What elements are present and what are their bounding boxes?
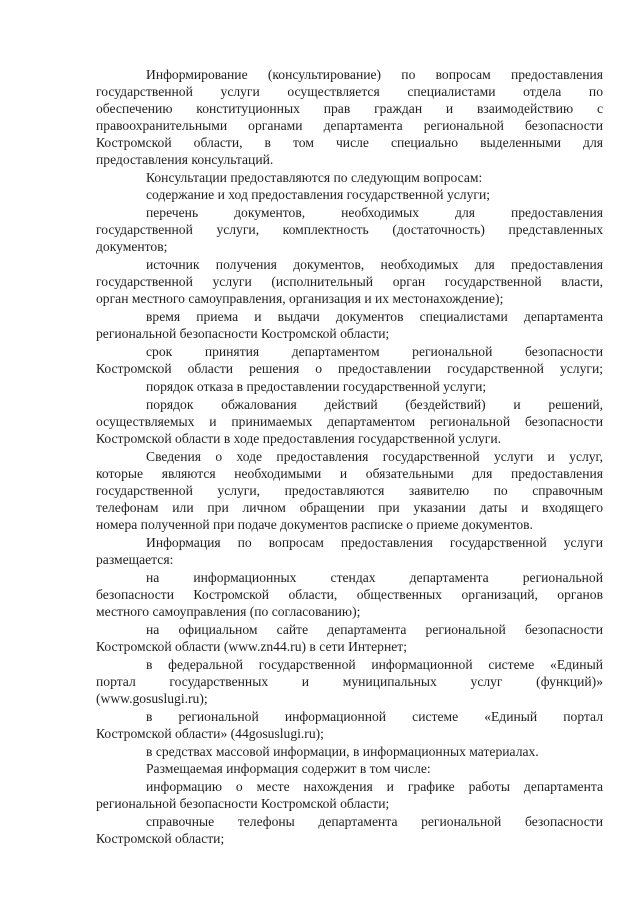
text-line: обеспечению конституционных прав граждан и взаимодействию с	[96, 101, 603, 116]
text-line: номера полученной при подаче документов расписке о приеме документов.	[96, 517, 533, 532]
text-line: Костромской области решения о предоставлении государственной услуги;	[96, 361, 603, 376]
text-line: справочные телефоны департамента региональной безопасности	[146, 814, 603, 829]
text-line: Костромской области» (44gosuslugi.ru);	[96, 726, 324, 741]
text-line: местного самоуправления (по согласованию);	[96, 604, 361, 619]
text-line: Информация по вопросам предоставления государственной услуги	[146, 535, 603, 550]
text-line: осуществляемых и принимаемых департаментом региональной безопасности	[96, 414, 603, 429]
text-line: правоохранительными органами департамента региональной безопасности	[96, 118, 603, 133]
text-line: телефонам или при личном обращении при указании даты и входящего	[96, 500, 603, 515]
text-line: документов;	[96, 239, 168, 254]
text-line: информацию о месте нахождения и графике работы департамента	[146, 779, 603, 794]
text-line: государственной услуги, предоставляются заявителю по справочным	[96, 483, 603, 498]
text-line: государственной услуги (исполнительный орган государственной власти,	[96, 274, 603, 289]
text-line: размещается:	[96, 552, 174, 567]
text-line: в средствах массовой информации, в информационных материалах.	[146, 744, 539, 759]
text-line: содержание и ход предоставления государственной услуги;	[146, 187, 490, 202]
text-line: которые являются необходимыми и обязательными для предоставления	[96, 466, 603, 481]
text-line: на информационных стендах департамента региональной	[146, 570, 603, 585]
text-line: в региональной информационной системе «Единый портал	[146, 709, 603, 724]
text-line: Костромской области, в том числе специально выделенными для	[96, 135, 603, 150]
text-line: предоставления консультаций.	[96, 152, 274, 167]
text-line: перечень документов, необходимых для предоставления	[146, 205, 603, 220]
text-line: Размещаемая информация содержит в том числе:	[146, 761, 431, 776]
text-line: источник получения документов, необходимых для предоставления	[146, 257, 603, 272]
text-line: государственной услуги осуществляется специалистами отдела по	[96, 84, 603, 99]
text-line: орган местного самоуправления, организация и их местонахождение);	[96, 291, 504, 306]
text-line: региональной безопасности Костромской области;	[96, 796, 390, 811]
text-line: Костромской области;	[96, 831, 225, 846]
text-line: портал государственных и муниципальных услуг (функций)»	[96, 674, 603, 689]
text-line: Сведения о ходе предоставления государственной услуги и услуг,	[146, 449, 603, 464]
text-line: Информирование (консультирование) по вопросам предоставления	[146, 67, 603, 82]
text-line: Костромской области в ходе предоставления государственной услуги.	[96, 431, 502, 446]
text-line: государственной услуги, комплектность (достаточность) представленных	[96, 222, 603, 237]
text-line: безопасности Костромской области, общественных организаций, органов	[96, 587, 603, 602]
text-line: региональной безопасности Костромской области;	[96, 326, 390, 341]
text-line: Костромской области (www.zn44.ru) в сети Интернет;	[96, 639, 407, 654]
text-line: (www.gosuslugi.ru);	[96, 691, 208, 706]
text-line: срок принятия департаментом региональной безопасности	[146, 344, 603, 359]
text-line: Консультации предоставляются по следующим вопросам:	[146, 170, 483, 185]
text-line: порядок отказа в предоставлении государственной услуги;	[146, 379, 487, 394]
text-line: на официальном сайте департамента региональной безопасности	[146, 622, 603, 637]
text-line: порядок обжалования действий (бездействий) и решений,	[146, 397, 603, 412]
text-line: в федеральной государственной информационной системе «Единый	[146, 657, 603, 672]
text-line: время приема и выдачи документов специалистами департамента	[146, 309, 603, 324]
